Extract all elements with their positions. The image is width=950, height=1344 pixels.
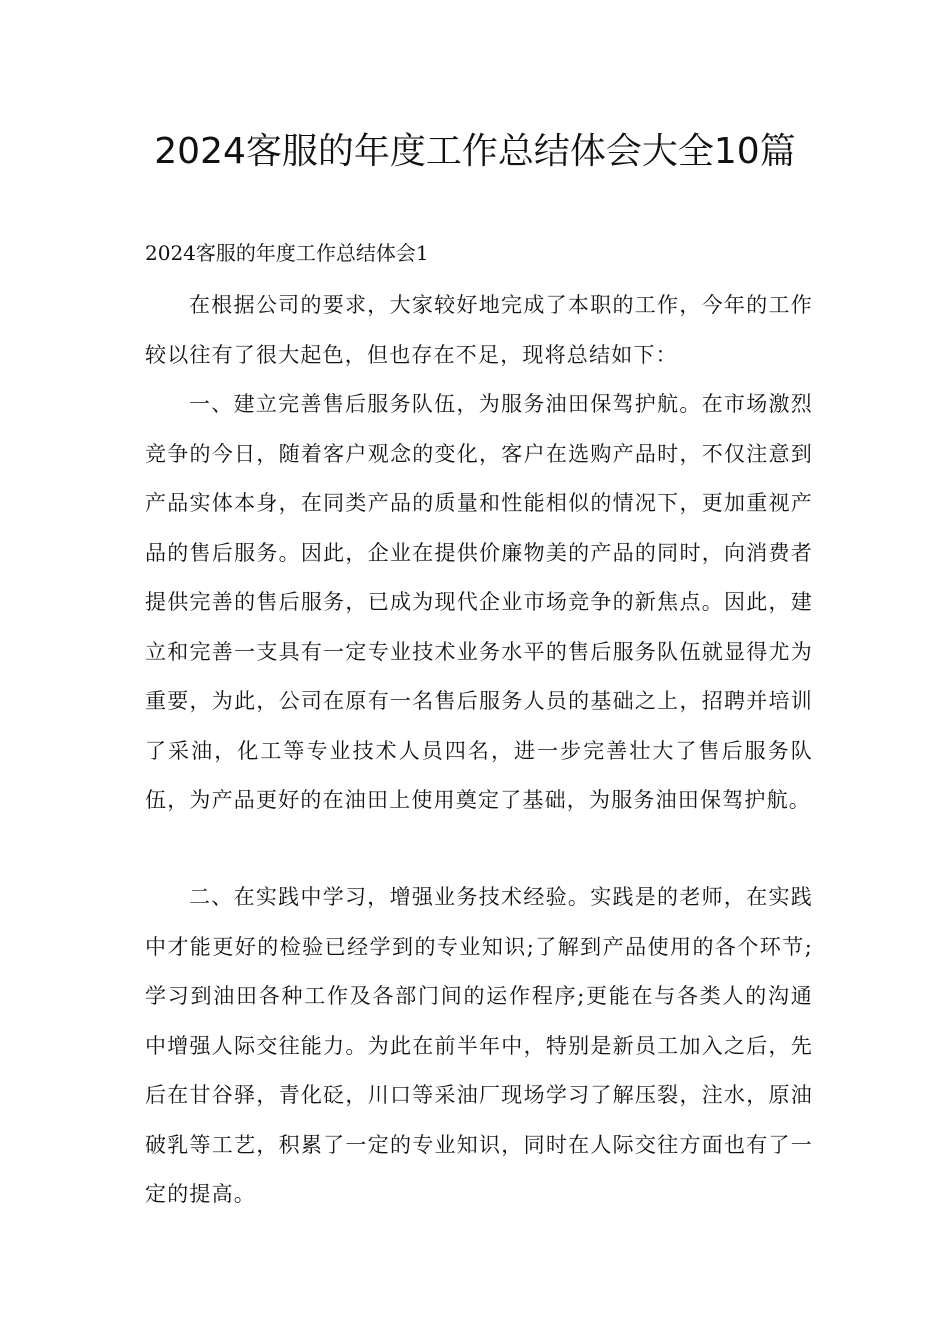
paragraph-intro: 在根据公司的要求，大家较好地完成了本职的工作，今年的工作较以往有了很大起色，但也存在不足，现将总结如下： (145, 293, 813, 367)
document-title: 2024客服的年度工作总结体会大全10篇 (154, 131, 796, 172)
section-heading: 2024客服的年度工作总结体会1 (145, 241, 429, 265)
paragraph-section-two: 二、在实践中学习，增强业务技术经验。实践是的老师，在实践中才能更好的检验已经学到的专业知识;了解到产品使用的各个环节;学习到油田各种工作及各部门间的运作程序;更能在与各类人的沟通中增强人际交往能力。为此在前半年中，特别是新员工加入之后，先后在甘谷驿，青化砭，川口等采油厂现场学习了解压裂，注水，原油破乳等工艺，积累了一定的专业知识，同时在人际交往方面也有了一定的提高。 (145, 885, 813, 1206)
paragraph-section-one: 一、建立完善售后服务队伍，为服务油田保驾护航。在市场激烈竞争的今日，随着客户观念的变化，客户在选购产品时，不仅注意到产品实体本身，在同类产品的质量和性能相似的情况下，更加重视产品的售后服务。因此，企业在提供价廉物美的产品的同时，向消费者提供完善的售后服务，已成为现代企业市场竞争的新焦点。因此，建立和完善一支具有一定专业技术业务水平的售后服务队伍就显得尤为重要，为此，公司在原有一名售后服务人员的基础之上，招聘并培训了采油，化工等专业技术人员四名，进一步完善壮大了售后服务队伍，为产品更好的在油田上使用奠定了基础，为服务油田保驾护航。 (145, 392, 813, 812)
